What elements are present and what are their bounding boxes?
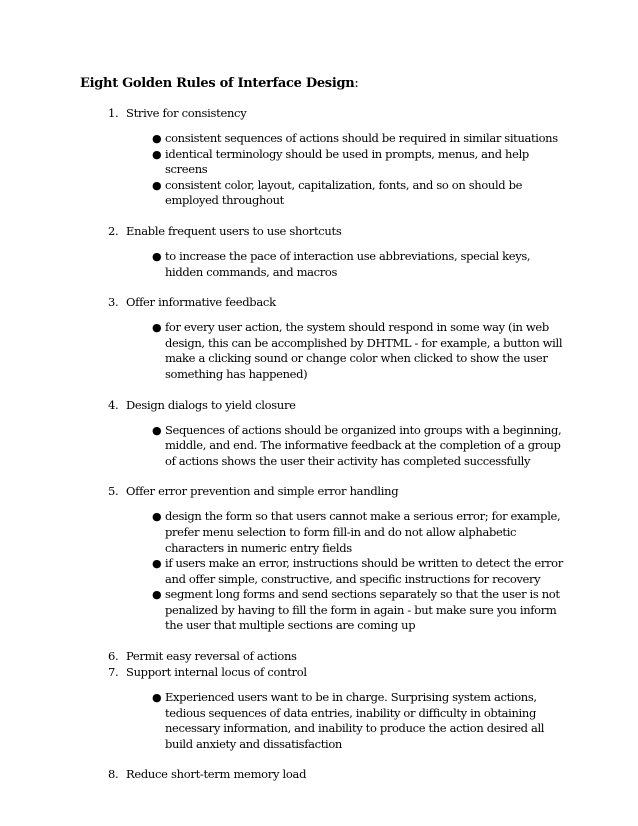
rule-item (80, 664, 578, 752)
rule-bullets (80, 423, 578, 470)
rule-heading (80, 648, 578, 664)
bullet-dot-icon: ● (152, 321, 162, 335)
bullet-dot-icon: ● (152, 132, 162, 145)
rule-item (80, 105, 578, 209)
rule-heading (80, 223, 578, 239)
bullet-item (152, 249, 578, 280)
rule-item (80, 223, 578, 280)
bullet-item (152, 423, 578, 470)
rule-item (80, 294, 578, 382)
rule-heading-text: Permit easy reversal of actions (126, 649, 297, 664)
bullet-item (152, 320, 578, 382)
rule-heading (80, 294, 578, 310)
bullet-text: consistent sequences of actions should be required in similar situations (165, 131, 558, 145)
bullet-text: consistent color, layout, capitalization, fonts, and so on should be employed throughout (165, 177, 523, 208)
rule-bullets (80, 690, 578, 752)
bullet-text: design the form so that users cannot make a serious error; for example, prefer menu selection to form fill-in and do not allow alphabetic characters in numeric entry fields (165, 509, 561, 555)
rule-heading (80, 766, 578, 782)
rule-bullets (80, 320, 578, 382)
rule-heading-text: Offer error prevention and simple error handling (126, 484, 399, 499)
bullet-item (152, 131, 578, 147)
rule-item (80, 483, 578, 634)
bullet-dot-icon: ● (152, 588, 162, 602)
document-title (80, 76, 578, 91)
bullet-item (152, 587, 578, 634)
bullet-dot-icon: ● (152, 423, 162, 437)
bullet-item (152, 556, 578, 587)
bullet-item (152, 509, 578, 556)
rule-number: 8. (108, 767, 119, 782)
rule-item (80, 648, 578, 664)
title-text: Eight Golden Rules of Interface Design (80, 76, 355, 91)
bullet-item (152, 178, 578, 209)
title-colon: : (354, 76, 359, 91)
rule-number: 4. (108, 397, 119, 412)
rule-item (80, 397, 578, 470)
rule-heading-text: Design dialogs to yield closure (126, 397, 296, 412)
rule-bullets (80, 131, 578, 209)
rule-heading (80, 483, 578, 499)
rule-heading (80, 397, 578, 413)
rule-number: 5. (108, 484, 119, 499)
rule-bullets (80, 509, 578, 634)
bullet-dot-icon: ● (152, 178, 162, 192)
rule-number: 3. (108, 295, 119, 310)
bullet-text: for every user action, the system should respond in some way (in web design, this can be accomplished by DHTML - for example, a button will make a clicking sound or change color when clicked to show the user something has happened) (165, 320, 563, 381)
rule-heading-text: Enable frequent users to use shortcuts (126, 223, 342, 238)
bullet-text: if users make an error, instructions should be written to detect the error and offer simple, constructive, and specific instructions for recovery (165, 556, 563, 586)
bullet-text: Sequences of actions should be organized into groups with a beginning, middle, and end. The informative feedback at the completion of a group of actions shows the user their activity has completed successfully (165, 422, 562, 468)
bullet-dot-icon: ● (152, 249, 162, 263)
bullet-text: segment long forms and send sections separately so that the user is not penalized by having to fill the form in again - but make sure you inform the user that multiple sections are coming up (165, 587, 560, 633)
rule-heading-text: Reduce short-term memory load (126, 767, 307, 782)
bullet-dot-icon: ● (152, 557, 162, 571)
rule-number: 7. (108, 665, 119, 680)
bullet-item (152, 147, 578, 178)
rule-heading (80, 105, 578, 121)
bullet-text: to increase the pace of interaction use abbreviations, special keys, hidden commands, and macros (165, 248, 531, 279)
rule-bullets (80, 249, 578, 280)
rule-heading-text: Offer informative feedback (126, 295, 276, 310)
rule-number: 2. (108, 223, 119, 238)
rule-item (80, 766, 578, 782)
rules-list (80, 105, 578, 782)
bullet-dot-icon: ● (152, 147, 162, 161)
rule-number: 6. (108, 649, 119, 664)
rule-heading-text: Strive for consistency (126, 106, 247, 120)
rule-heading (80, 664, 578, 680)
bullet-text: Experienced users want to be in charge. Surprising system actions, tedious sequences of data entries, inability or difficulty in obtaining necessary information, and inability to produce the action desired all build anxiety and dissatisfaction (165, 690, 545, 751)
bullet-dot-icon: ● (152, 510, 162, 524)
bullet-dot-icon: ● (152, 691, 162, 705)
bullet-item (152, 690, 578, 752)
bullet-text: identical terminology should be used in prompts, menus, and help screens (165, 146, 529, 177)
rule-number: 1. (108, 106, 119, 120)
rule-heading-text: Support internal locus of control (126, 665, 307, 680)
